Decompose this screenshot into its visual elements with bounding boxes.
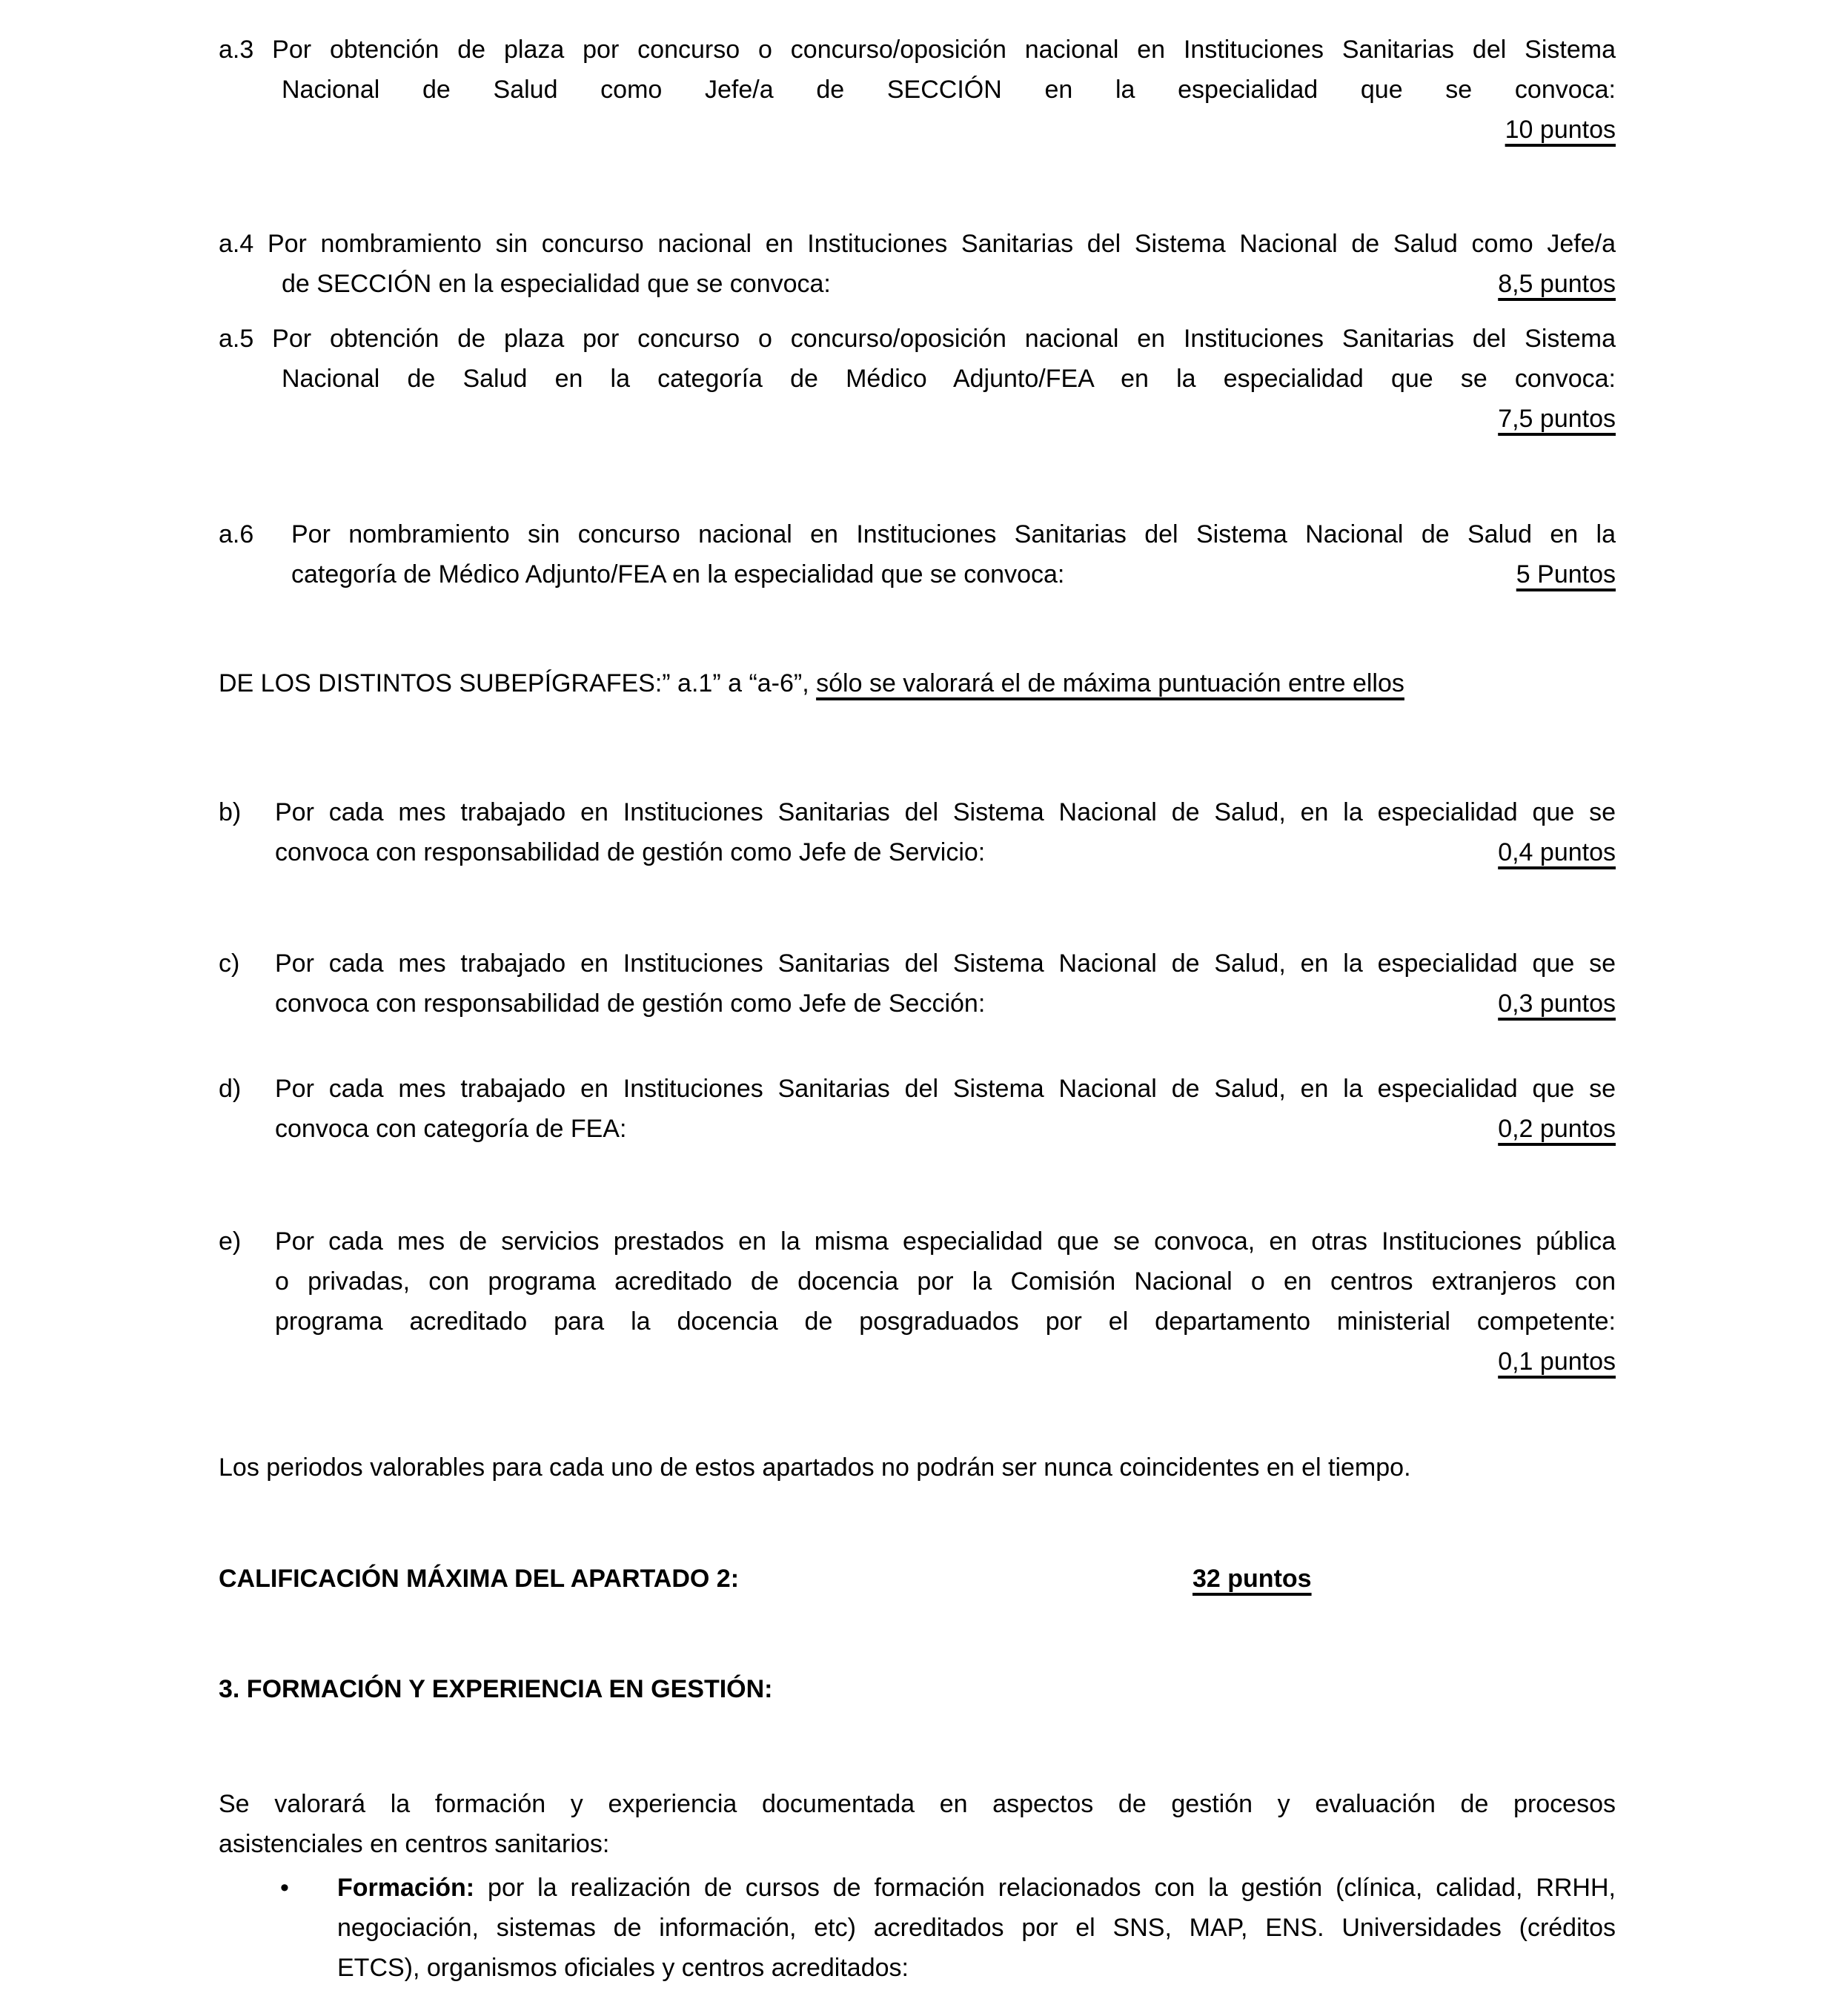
subepigrafes-line: [219, 663, 1616, 703]
item-e-line2: o privadas, con programa acreditado de docencia por la Comisión Nacional o en centros extranjeros con: [275, 1267, 1616, 1296]
item-c-points: 0,3 puntos: [1498, 989, 1616, 1018]
subepigrafes-note: [219, 663, 1616, 703]
item-d-points: 0,2 puntos: [1498, 1115, 1616, 1143]
item-a3-line2: Nacional de Salud como Jefe/a de SECCIÓN en la especialidad que se convoca:: [282, 76, 1616, 104]
bullet-formacion-line1: [219, 1868, 1616, 1908]
item-d-marker: d): [219, 1075, 242, 1103]
subepigrafes-underlined: sólo se valorará el de máxima puntuación entre ellos: [816, 669, 1404, 697]
item-a4-line2: [219, 264, 1616, 304]
calificacion-points: 32 puntos: [1192, 1565, 1312, 1593]
item-a3-points-line: [219, 110, 1616, 150]
item-a4-points: 8,5 puntos: [1498, 270, 1616, 298]
item-c-line1: Por cada mes trabajado en Instituciones Sanitarias del Sistema Nacional de Salud, en la especialidad que se: [275, 949, 1616, 978]
item-a5-line2: Nacional de Salud en la categoría de Médico Adjunto/FEA en la especialidad que se convoca:: [282, 365, 1616, 393]
bullet-formacion-line1-rest: por la realización de cursos de formación relacionados con la gestión (clínica, calidad, RRHH,: [474, 1874, 1616, 1902]
item-a4-line1: a.4 Por nombramiento sin concurso nacional en Instituciones Sanitarias del Sistema Nacional de Salud como Jefe/a: [219, 230, 1616, 258]
subepigrafes-text: DE LOS DISTINTOS SUBEPÍGRAFES:” a.1” a “a-6”,: [219, 669, 817, 697]
item-a6: [219, 514, 1616, 594]
item-c-line2-text: convoca con responsabilidad de gestión como Jefe de Sección:: [275, 989, 986, 1018]
periodos-text: Los periodos valorables para cada uno de estos apartados no podrán ser nunca coincidentes en el tiempo.: [219, 1453, 1411, 1482]
section-3-intro: [219, 1784, 1616, 1864]
item-a4: [219, 224, 1616, 304]
item-b-marker: b): [219, 798, 242, 826]
item-a5: [219, 319, 1616, 439]
item-e: [219, 1221, 1616, 1382]
bullet-formacion-bold: Formación:: [337, 1874, 475, 1902]
calificacion-label: CALIFICACIÓN MÁXIMA DEL APARTADO 2:: [219, 1565, 740, 1593]
item-a6-line2-text: categoría de Médico Adjunto/FEA en la especialidad que se convoca:: [291, 560, 1065, 588]
item-a6-line2: [219, 554, 1616, 594]
item-a6-marker: a.6: [219, 520, 254, 548]
item-b-line2: [219, 832, 1616, 872]
section-3-intro-line2: asistenciales en centros sanitarios:: [219, 1830, 610, 1858]
item-d-line2-text: convoca con categoría de FEA:: [275, 1115, 627, 1143]
item-a6-points: 5 Puntos: [1516, 560, 1616, 588]
item-e-line3: programa acreditado para la docencia de posgraduados por el departamento ministerial competente:: [275, 1307, 1616, 1336]
calificacion-maxima: [219, 1559, 1616, 1599]
bullet-formacion-line2: negociación, sistemas de información, etc) acreditados por el SNS, MAP, ENS. Universidades (créditos: [337, 1914, 1616, 1942]
item-c-line2: [219, 984, 1616, 1024]
item-b: [219, 792, 1616, 872]
item-b-line2-text: convoca con responsabilidad de gestión como Jefe de Servicio:: [275, 838, 986, 866]
item-a5-line1: a.5 Por obtención de plaza por concurso o concurso/oposición nacional en Instituciones Sanitarias del Sistema: [219, 325, 1616, 353]
item-e-points-line: [219, 1342, 1616, 1382]
item-e-points: 0,1 puntos: [1498, 1347, 1616, 1376]
item-e-line1: Por cada mes de servicios prestados en la misma especialidad que se convoca, en otras Instituciones pública: [275, 1227, 1616, 1256]
periodos-note: [219, 1448, 1616, 1488]
item-e-marker: e): [219, 1227, 242, 1256]
item-c: [219, 944, 1616, 1024]
item-a5-points-line: [219, 399, 1616, 439]
item-a4-line2-text: de SECCIÓN en la especialidad que se convoca:: [282, 270, 831, 298]
section-3-title-text: 3. FORMACIÓN Y EXPERIENCIA EN GESTIÓN:: [219, 1675, 773, 1703]
bullet-icon: •: [280, 1874, 289, 1902]
section-3-intro-line1: Se valorará la formación y experiencia documentada en aspectos de gestión y evaluación de procesos: [219, 1790, 1616, 1818]
document-content: [219, 30, 1616, 1988]
item-b-points: 0,4 puntos: [1498, 838, 1616, 866]
calificacion-line: [219, 1559, 1616, 1599]
item-d-line1: Por cada mes trabajado en Instituciones Sanitarias del Sistema Nacional de Salud, en la especialidad que se: [275, 1075, 1616, 1103]
item-a3: [219, 30, 1616, 150]
item-c-marker: c): [219, 949, 240, 978]
item-d: [219, 1069, 1616, 1149]
section-3-title: [219, 1669, 1616, 1709]
item-a3-line1: a.3 Por obtención de plaza por concurso o concurso/oposición nacional en Instituciones Sanitarias del Sistema: [219, 36, 1616, 64]
item-d-line2: [219, 1109, 1616, 1149]
item-a3-points: 10 puntos: [1505, 116, 1616, 144]
item-a6-line1: Por nombramiento sin concurso nacional en Instituciones Sanitarias del Sistema Nacional de Salud en la: [291, 520, 1616, 548]
item-a5-points: 7,5 puntos: [1498, 405, 1616, 433]
bullet-formacion: [219, 1868, 1616, 1988]
bullet-formacion-line3: ETCS), organismos oficiales y centros acreditados:: [337, 1954, 909, 1982]
item-b-line1: Por cada mes trabajado en Instituciones Sanitarias del Sistema Nacional de Salud, en la especialidad que se: [275, 798, 1616, 826]
